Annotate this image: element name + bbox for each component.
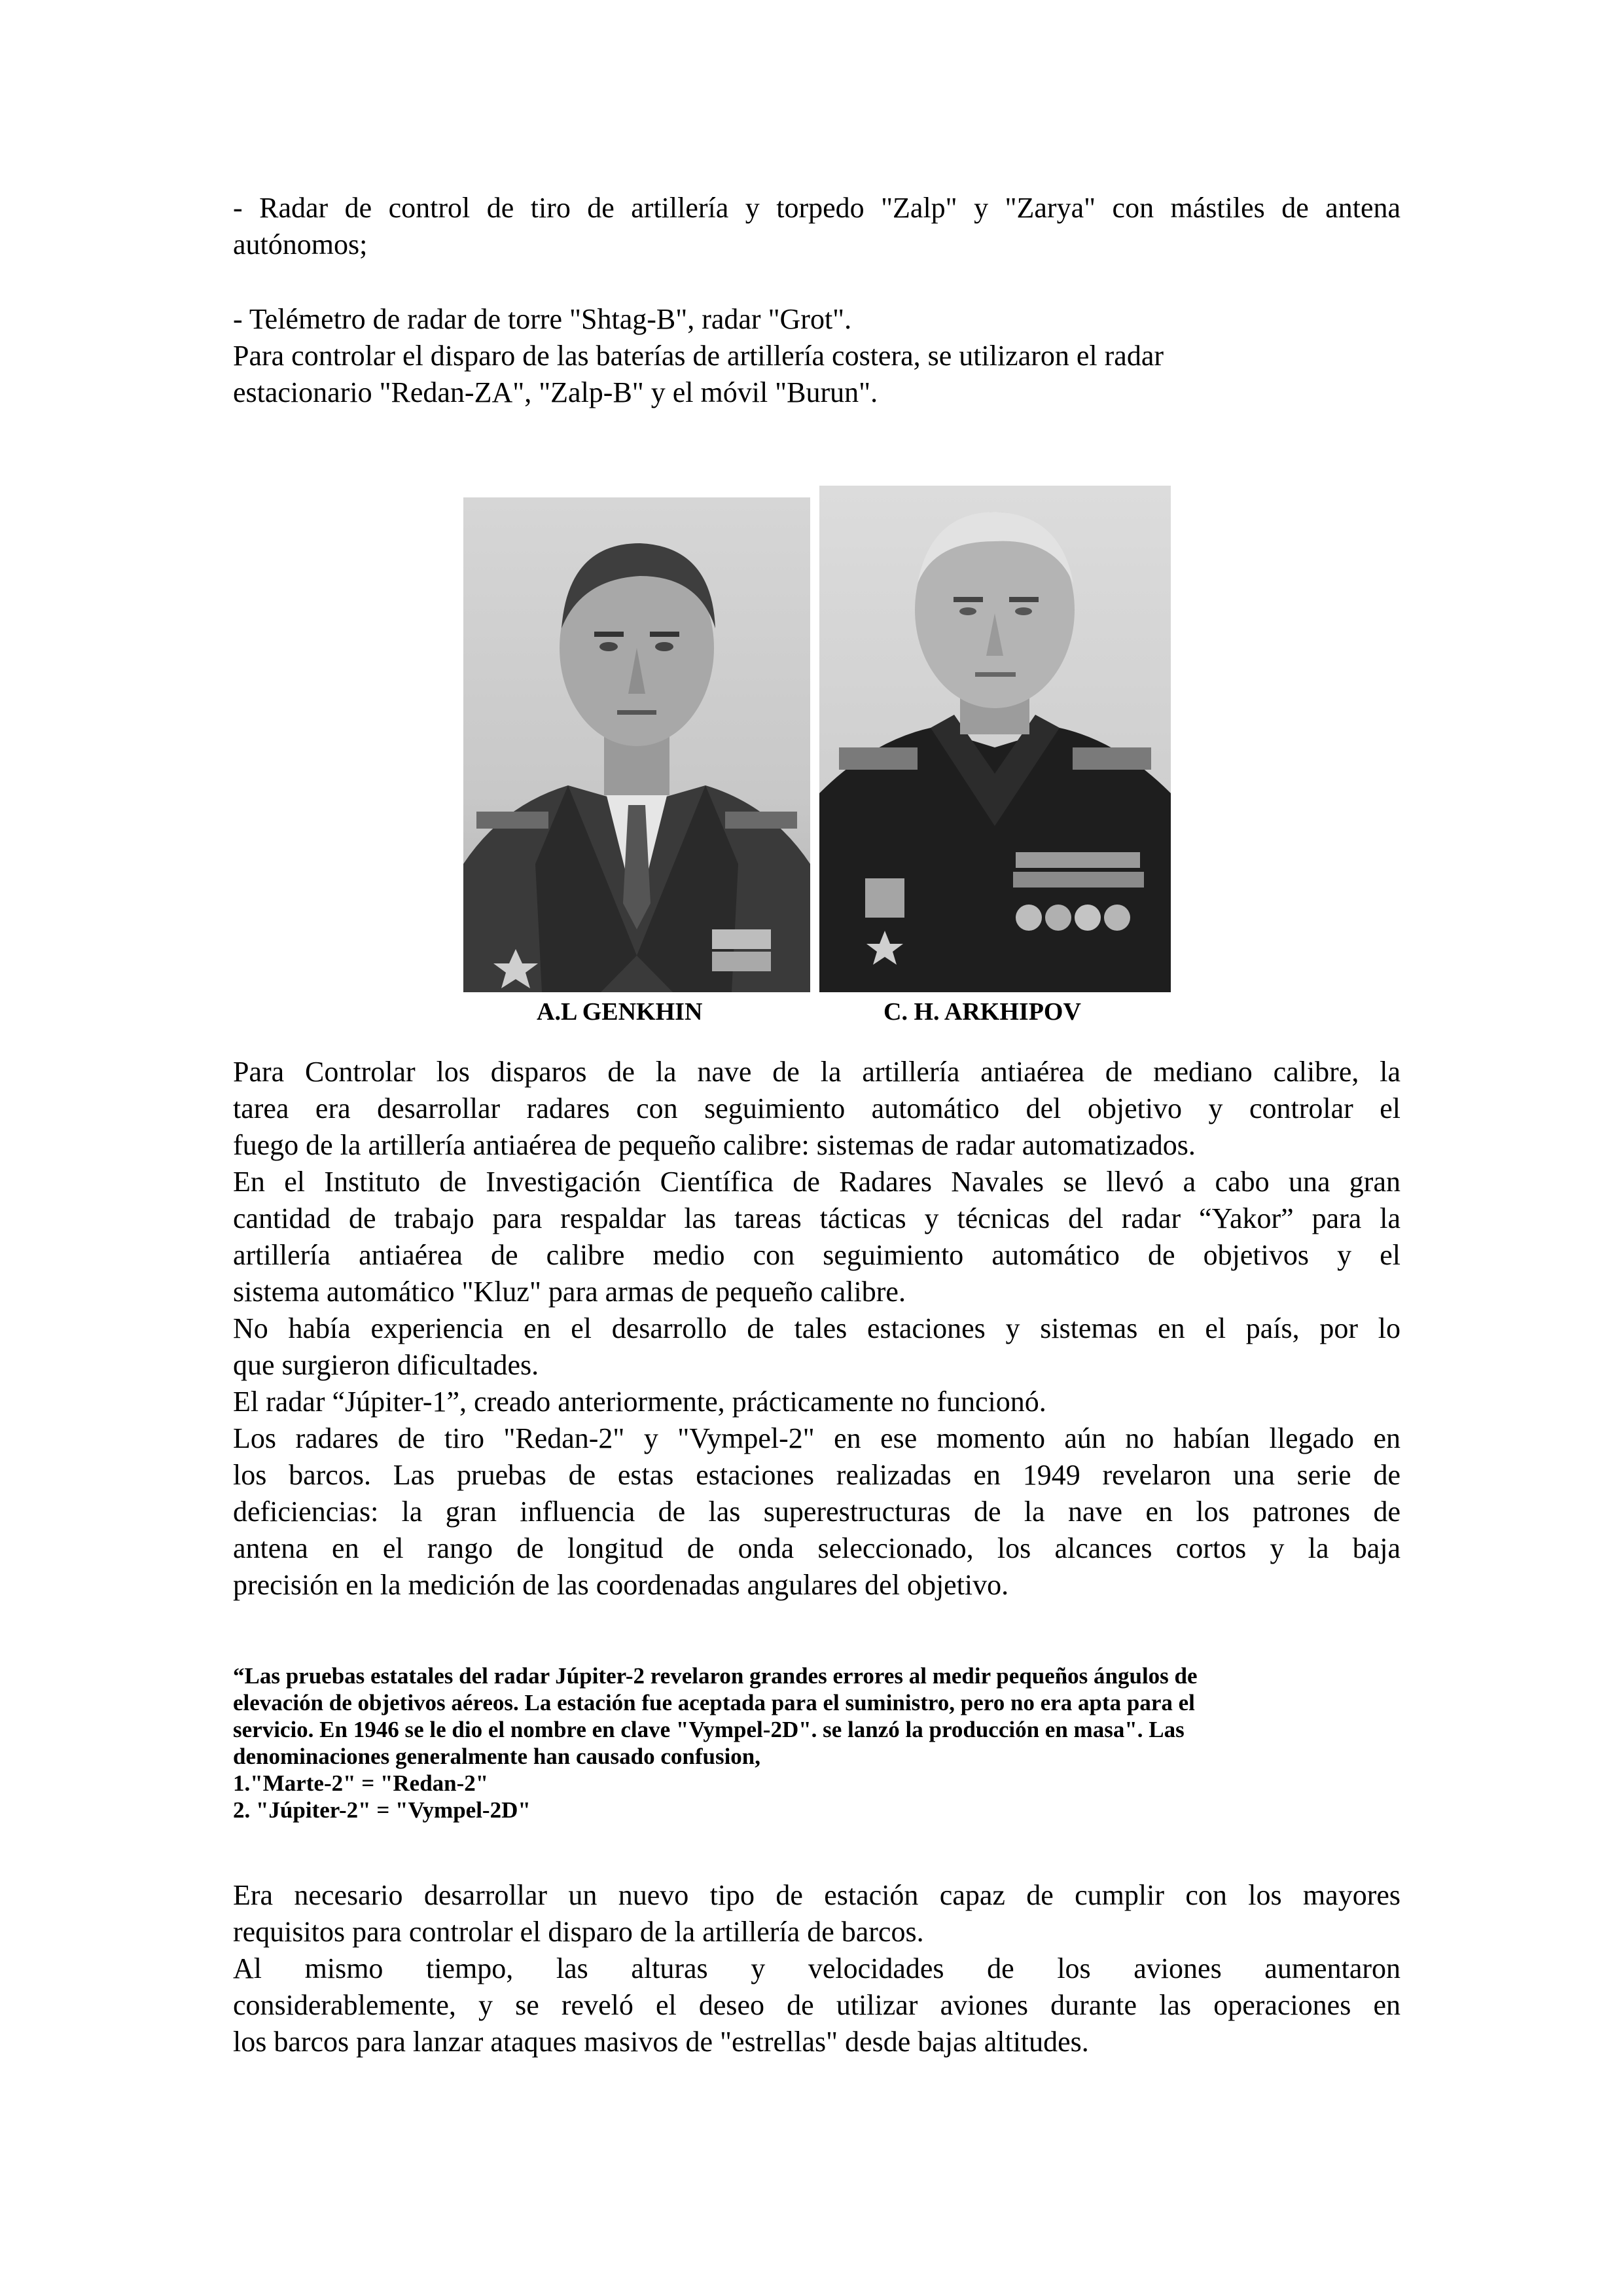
- portrait-illustration: [463, 497, 810, 992]
- text-line: - Telémetro de radar de torre "Shtag-B", radar "Grot".: [233, 303, 852, 335]
- portrait-photo-arkhipov: [819, 486, 1171, 992]
- text-line: los barcos para lanzar ataques masivos de "estrellas" desde bajas altitudes.: [233, 2026, 1089, 2058]
- text-line: considerablemente, y se reveló el deseo de utilizar aviones durante las operaciones en: [233, 1989, 1400, 2021]
- intro-item-1: [233, 190, 1400, 263]
- text-line: Era necesario desarrollar un nuevo tipo de estación capaz de cumplir con los mayores: [233, 1879, 1400, 1911]
- body-paragraph-1: [233, 1054, 1400, 1164]
- text-line: cantidad de trabajo para respaldar las tareas tácticas y técnicas del radar “Yakor” para la: [233, 1202, 1400, 1234]
- text-line: En el Instituto de Investigación Científica de Radares Navales se llevó a cabo una gran: [233, 1166, 1400, 1198]
- text-line: Para Controlar los disparos de la nave de la artillería antiaérea de mediano calibre, la: [233, 1056, 1400, 1088]
- text-line: - Radar de control de tiro de artillería y torpedo "Zalp" y "Zarya" con mástiles de antena: [233, 192, 1400, 224]
- body-paragraph-3: [233, 1310, 1400, 1384]
- text-line: Al mismo tiempo, las alturas y velocidades de los aviones aumentaron: [233, 1952, 1400, 1984]
- text-line: los barcos. Las pruebas de estas estaciones realizadas en 1949 revelaron una serie de: [233, 1459, 1400, 1491]
- text-line: antena en el rango de longitud de onda seleccionado, los alcances cortos y la baja: [233, 1532, 1400, 1564]
- text-line: tarea era desarrollar radares con seguimiento automático del objetivo y controlar el: [233, 1092, 1400, 1124]
- quote-block: [233, 1662, 1400, 1823]
- text-line: artillería antiaérea de calibre medio con seguimiento automático de objetivos y el: [233, 1239, 1400, 1271]
- text-line: autónomos;: [233, 228, 368, 260]
- quote-line: servicio. En 1946 se le dio el nombre en clave "Vympel-2D". se lanzó la producción en masa". Las: [233, 1717, 1185, 1742]
- text-line: que surgieron dificultades.: [233, 1349, 539, 1381]
- body-paragraph-2: [233, 1164, 1400, 1310]
- quote-line: denominaciones generalmente han causado confusion,: [233, 1744, 761, 1769]
- text-line: requisitos para controlar el disparo de la artillería de barcos.: [233, 1916, 924, 1948]
- photo-caption-left: A.L GENKHIN: [537, 998, 703, 1026]
- closing-paragraph-2: [233, 1950, 1400, 2060]
- quote-line: 1."Marte-2" = "Redan-2": [233, 1770, 489, 1796]
- text-line: No había experiencia en el desarrollo de tales estaciones y sistemas en el país, por lo: [233, 1312, 1400, 1344]
- text-line: precisión en la medición de las coordenadas angulares del objetivo.: [233, 1569, 1009, 1601]
- text-line: El radar “Júpiter-1”, creado anteriormente, prácticamente no funcionó.: [233, 1386, 1046, 1418]
- quote-line: 2. "Júpiter-2" = "Vympel-2D": [233, 1797, 531, 1823]
- quote-line: elevación de objetivos aéreos. La estación fue aceptada para el suministro, pero no era apta para el: [233, 1690, 1195, 1715]
- closing-paragraph-1: [233, 1877, 1400, 1950]
- body-paragraph-5: [233, 1420, 1400, 1604]
- text-line: estacionario "Redan-ZA", "Zalp-B" y el móvil "Burun".: [233, 376, 878, 408]
- text-line: Los radares de tiro "Redan-2" y "Vympel-2" en ese momento aún no habían llegado en: [233, 1422, 1400, 1454]
- text-line: Para controlar el disparo de las baterías de artillería costera, se utilizaron el radar: [233, 340, 1164, 372]
- photo-caption-right: C. H. ARKHIPOV: [883, 998, 1081, 1026]
- intro-item-2: [233, 301, 1400, 411]
- text-line: fuego de la artillería antiaérea de pequeño calibre: sistemas de radar automatizados.: [233, 1129, 1196, 1161]
- text-line: deficiencias: la gran influencia de las superestructuras de la nave en los patrones de: [233, 1496, 1400, 1528]
- body-paragraph-4: [233, 1384, 1400, 1420]
- portrait-illustration: [819, 486, 1171, 992]
- quote-line: “Las pruebas estatales del radar Júpiter-2 revelaron grandes errores al medir pequeños ángulos de: [233, 1663, 1198, 1689]
- text-line: sistema automático "Kluz" para armas de pequeño calibre.: [233, 1276, 906, 1308]
- portrait-photo-genkhin: [463, 497, 810, 992]
